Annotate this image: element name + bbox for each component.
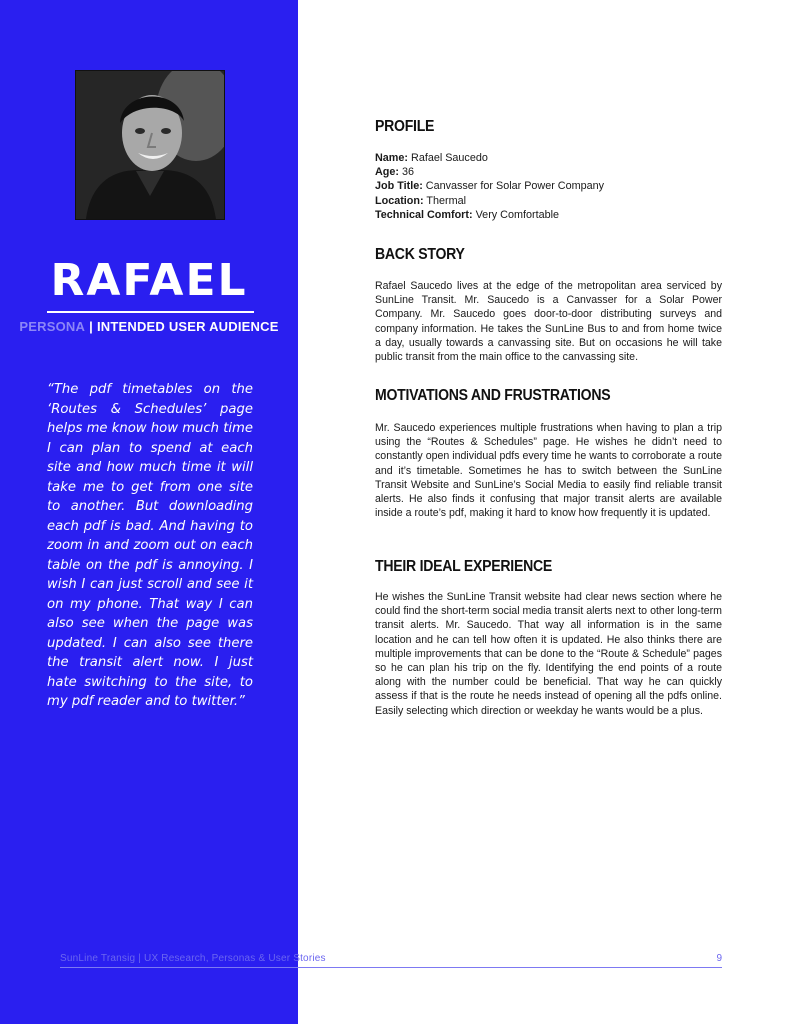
ideal-experience-text: He wishes the SunLine Transit website had clear news section where he could find the short-term social media transit alerts next to other long-term transit alerts. Mr. Saucedo. That way all information is in the same location and he can tell how often it is updated. He also thinks there are multiple improvements that can be done to the “Route & Schedule” pages so he can plan his trip on the fly. Identifying the end points of a route along with the number could be beneficial. That way he can quickly assess if that is the route he needs instead of opening all the pdfs online. Easily selecting which direction or weekday he wants would be a plus. <box>375 591 722 717</box>
profile-heading: PROFILE <box>375 118 435 135</box>
profile-name-row <box>375 151 604 165</box>
comfort-label: Technical Comfort: <box>375 208 473 221</box>
profile-location-row <box>375 194 604 208</box>
motivations-heading: MOTIVATIONS AND FRUSTRATIONS <box>375 387 611 404</box>
back-story-text: Rafael Saucedo lives at the edge of the metropolitan area serviced by SunLine Transit. Mr. Saucedo is a Canvasser for a Solar Power Company. Mr. Saucedo goes door-to-door distributing surveys and company information. He takes the SunLine Bus to and from home twice a day, usually towards a canvassing site. But on occasions he will take public transit from the main office to the canvassing site. <box>375 280 722 364</box>
persona-name: RAFAEL <box>50 255 248 306</box>
page-number: 9 <box>716 953 722 964</box>
motivations-text: Mr. Saucedo experiences multiple frustrations when having to plan a trip using the “Routes & Schedules” page. He wishes he didn’t need to constantly open individual pdfs every time he wants to corroborate a route and it’s timetable. Sometimes he has to switch between the SunLine Transit Website and SunLine’s Social Media to easily find reliable transit alerts. He also finds it confusing that major transit alerts are available inside a route’s pdf, making it hard to know how frequently it is updated. <box>375 422 722 520</box>
persona-tagline <box>0 319 298 334</box>
job-label: Job Title: <box>375 180 423 193</box>
footer-title: SunLine Transig | UX Research, Personas & User Stories <box>60 953 326 964</box>
age-value: 36 <box>402 166 415 179</box>
audience-tag: INTENDED USER AUDIENCE <box>96 319 279 334</box>
name-divider <box>47 311 254 313</box>
name-label: Name: <box>375 152 409 164</box>
ideal-experience-heading: THEIR IDEAL EXPERIENCE <box>375 558 553 575</box>
back-story-heading: BACK STORY <box>375 246 465 263</box>
persona-quote: “The pdf timetables on the ‘Routes & Schedules’ page helps me know how much time I can plan to spend at each site and how much time it will take me to get from one site to another. But downloading each pdf is bad. And having to zoom in and zoom out on each table on the pdf is annoying. I wish I can just scroll and see it on my phone. That way I can also see when the page was updated. I can also see there the transit alert now. I just hate switching to the site, to my pdf reader and to twitter.” <box>47 382 253 709</box>
profile-details <box>375 151 604 222</box>
persona-tag: PERSONA <box>19 319 86 334</box>
location-value: Thermal <box>426 194 467 207</box>
location-label: Location: <box>375 194 424 207</box>
tag-separator: | <box>89 319 93 334</box>
profile-age-row <box>375 165 604 179</box>
name-value: Rafael Saucedo <box>411 152 488 164</box>
comfort-value: Very Comfortable <box>475 208 559 221</box>
profile-comfort-row <box>375 208 604 222</box>
age-label: Age: <box>375 166 399 179</box>
profile-job-row <box>375 179 604 193</box>
portrait-image <box>76 71 224 219</box>
persona-photo <box>75 70 225 220</box>
footer-divider <box>60 967 722 968</box>
job-value: Canvasser for Solar Power Company <box>425 180 605 193</box>
